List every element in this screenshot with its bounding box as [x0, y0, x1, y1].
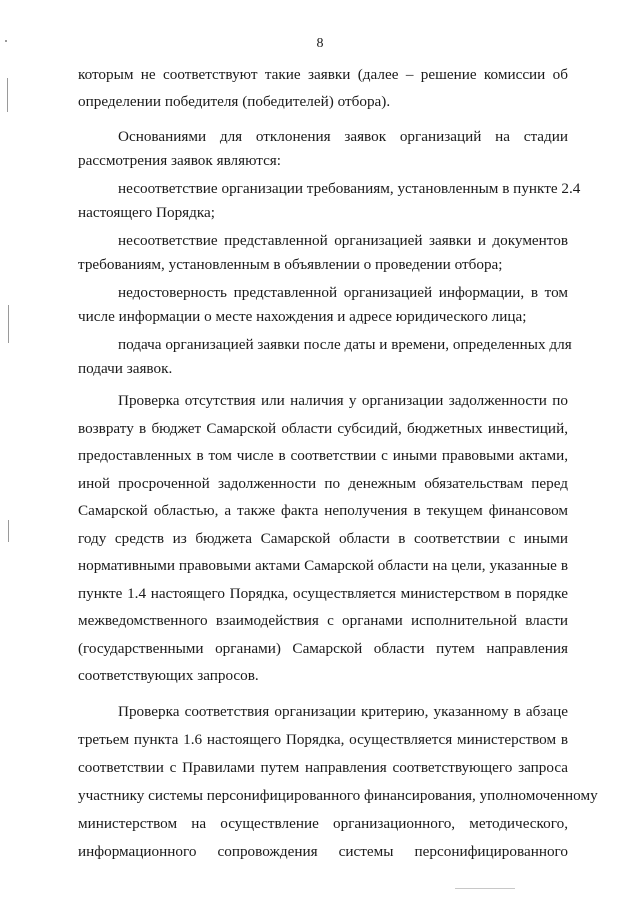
paragraph-2 [78, 125, 568, 173]
text-line: рассмотрения заявок являются: [78, 152, 282, 169]
paragraph-3 [78, 177, 581, 225]
text-line: Основаниями для отклонения заявок организаций на стадии [118, 128, 568, 145]
text-line: предоставленных в том числе в соответствии с иными правовыми актами, [78, 447, 568, 464]
text-line: Проверка соответствия организации критерию, указанному в абзаце [118, 702, 568, 720]
text-line: числе информации о месте нахождения и адресе юридического лица; [78, 308, 527, 325]
text-line: иной просроченной задолженности по денежным обязательствам перед [78, 474, 568, 492]
text-line: Проверка отсутствия или наличия у организации задолженности по [118, 392, 568, 409]
text-line: требованиям, установленным в объявлении о проведении отбора; [78, 256, 503, 273]
text-line: несоответствие представленной организацией заявки и документов [118, 232, 568, 249]
text-line: Самарской областью, а также факта неполучения в текущем финансовом [78, 502, 568, 519]
text-line: третьем пункта 1.6 настоящего Порядка, осуществляется министерством в [78, 730, 568, 748]
paragraph-1 [78, 63, 568, 114]
scan-artifact [455, 888, 515, 889]
scan-artifact [8, 520, 9, 542]
paragraph-8 [78, 698, 598, 866]
text-line: участнику системы персонифицированного финансирования, уполномоченному [78, 786, 598, 804]
text-line: недостоверность представленной организацией информации, в том [118, 284, 568, 301]
scan-artifact [7, 78, 8, 112]
paragraph-7 [78, 387, 568, 690]
text-line: нормативными правовыми актами Самарской области на цели, указанные в [78, 557, 568, 574]
text-line: несоответствие организации требованиям, установленным в пункте 2.4 [118, 180, 581, 197]
text-line: настоящего Порядка; [78, 204, 215, 221]
document-body [78, 63, 598, 866]
paragraph-5 [78, 281, 568, 329]
paragraph-4 [78, 229, 568, 277]
scan-artifact [8, 305, 9, 343]
text-line: которым не соответствуют такие заявки (далее – решение комиссии об [78, 66, 568, 83]
text-line: возврату в бюджет Самарской области субсидий, бюджетных инвестиций, [78, 419, 568, 437]
text-line: определении победителя (победителей) отбора). [78, 93, 391, 110]
text-line: пункте 1.4 настоящего Порядка, осуществляется министерством в порядке [78, 584, 568, 602]
text-line: подачи заявок. [78, 360, 173, 377]
text-line: соответствии с Правилами путем направления соответствующего запроса [78, 758, 568, 776]
text-line: подача организацией заявки после даты и времени, определенных для [118, 336, 572, 353]
text-line: (государственными органами) Самарской области путем направления [78, 639, 568, 657]
page-number: 8 [316, 36, 324, 51]
text-line: информационного сопровождения системы персонифицированного [78, 842, 568, 860]
scan-artifact [5, 40, 7, 42]
text-line: году средств из бюджета Самарской области в соответствии с иными [78, 529, 568, 547]
paragraph-6 [78, 333, 572, 381]
text-line: министерством на осуществление организационного, методического, [78, 814, 568, 832]
text-line: соответствующих запросов. [78, 667, 259, 684]
text-line: межведомственного взаимодействия с органами исполнительной власти [78, 612, 568, 629]
